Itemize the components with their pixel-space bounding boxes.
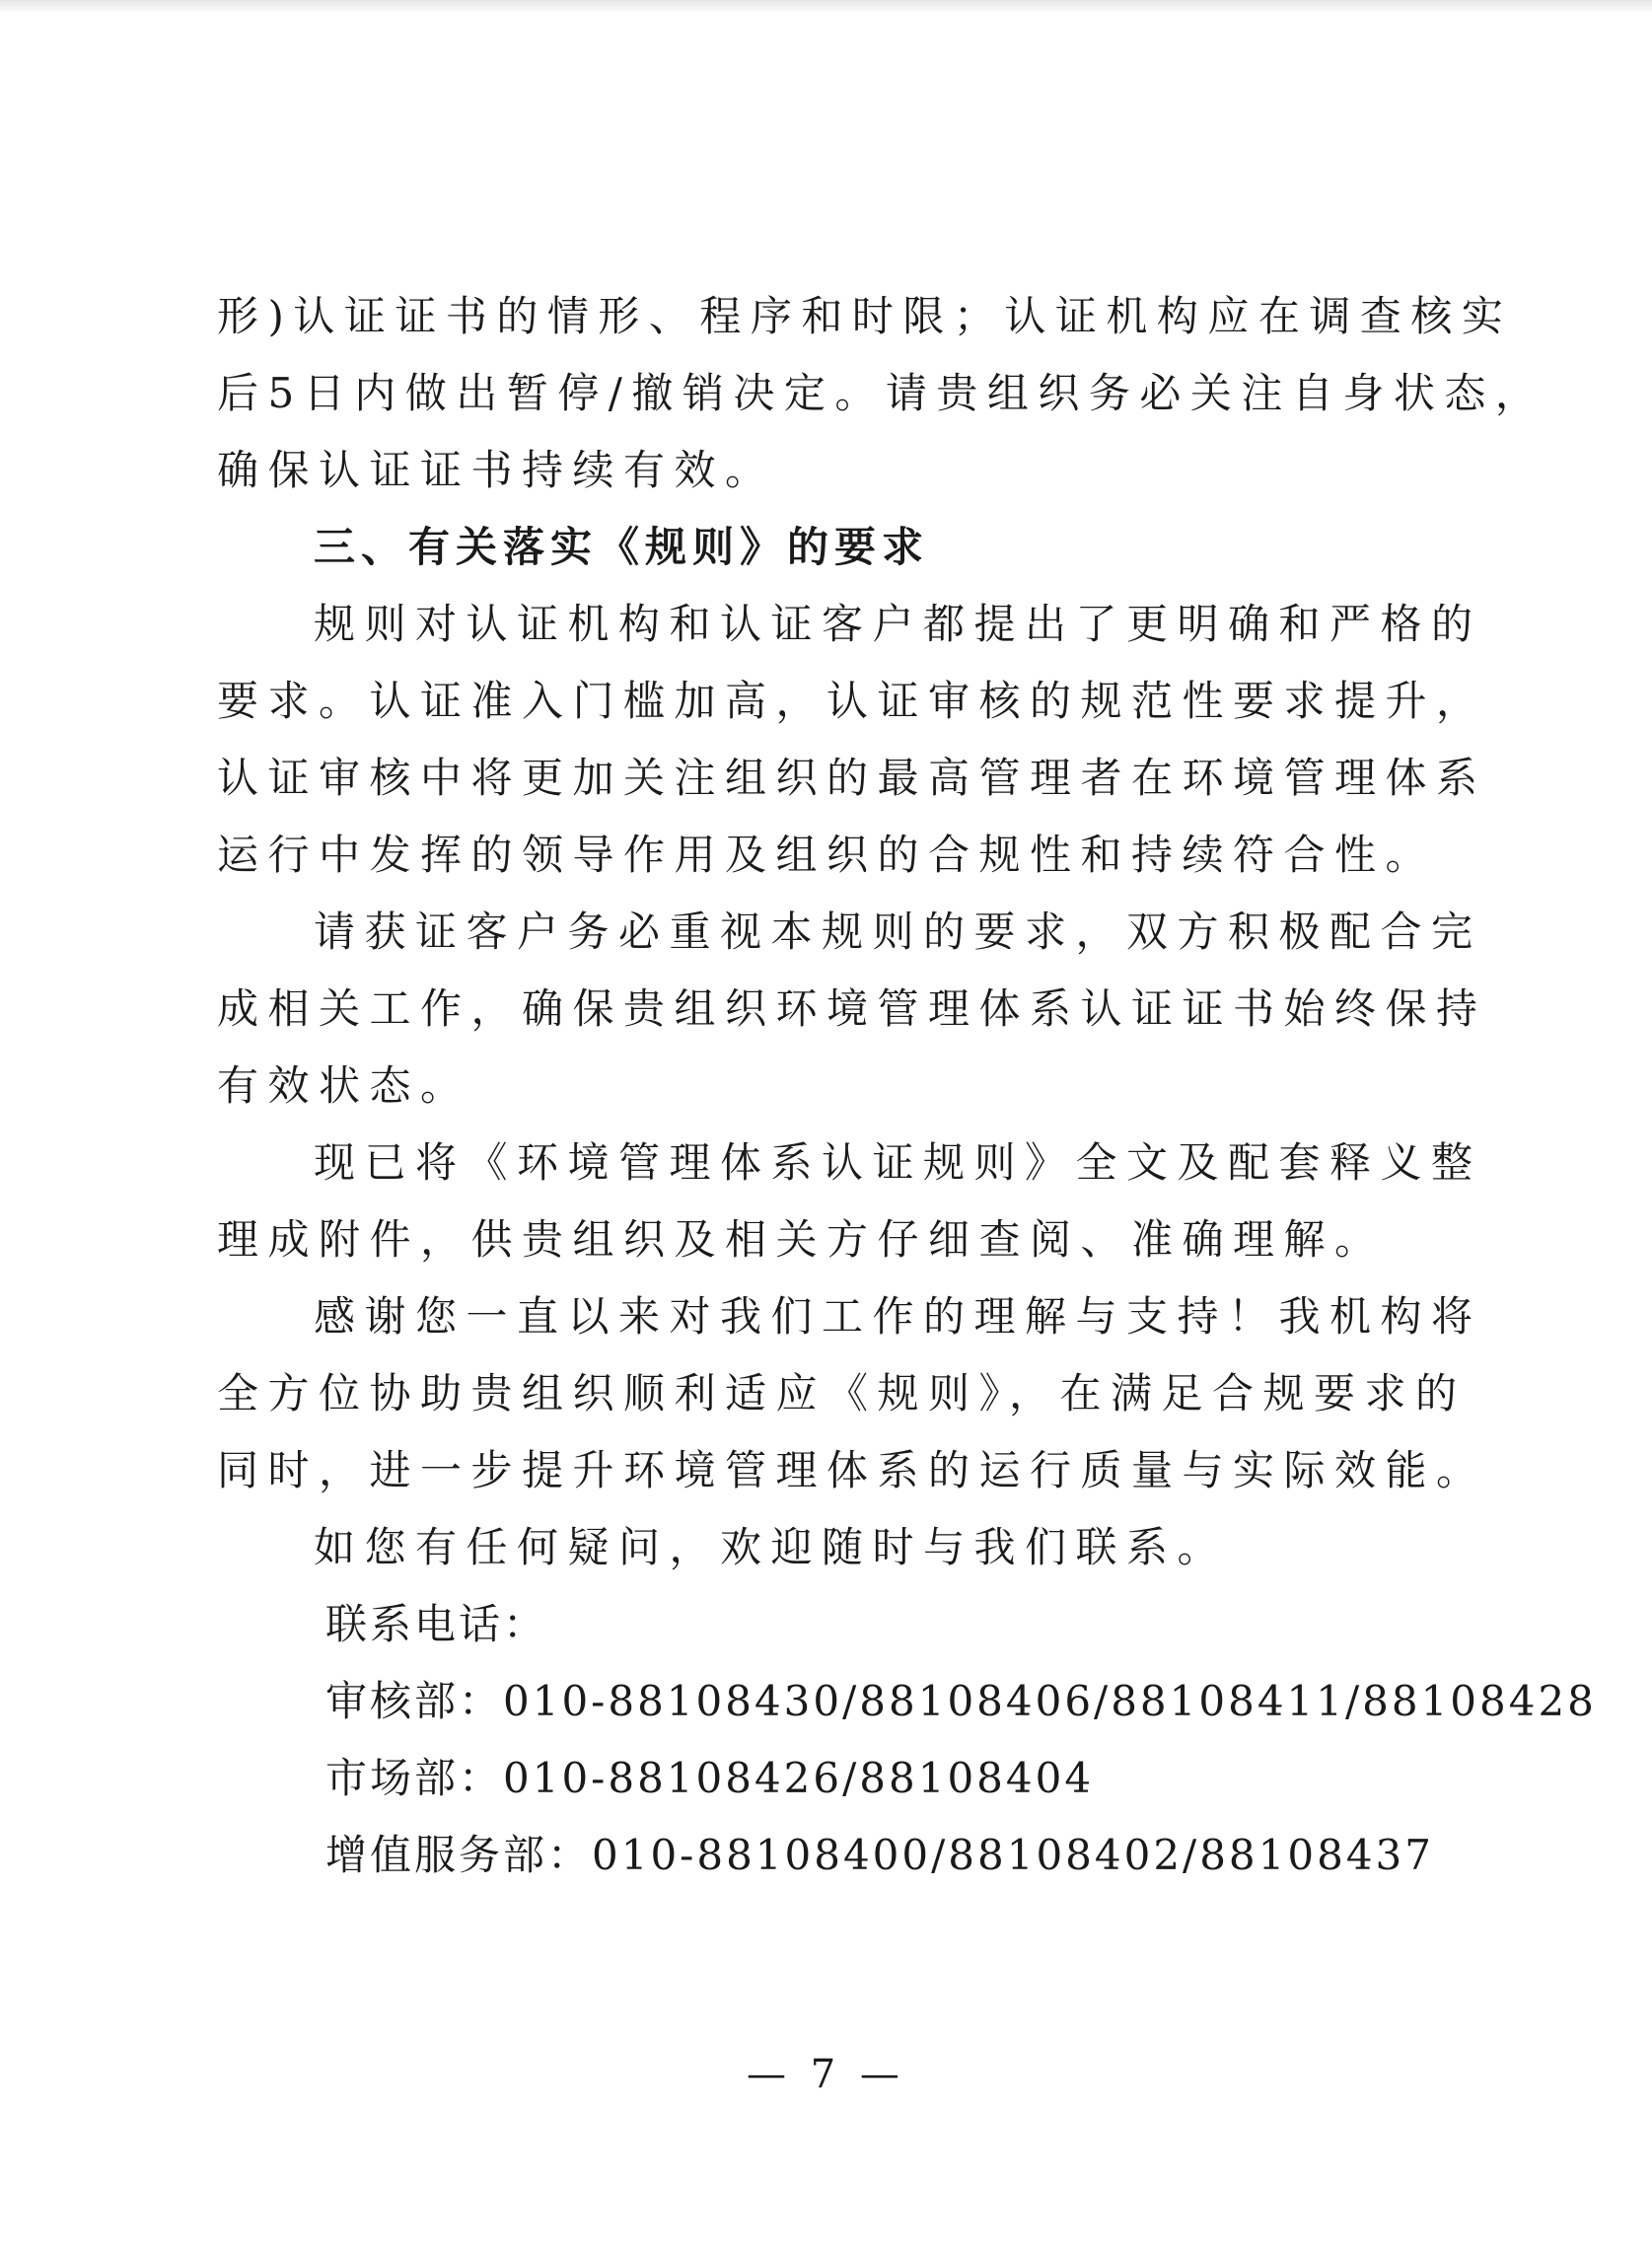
section-heading: 三、有关落实《规则》的要求 <box>314 523 930 571</box>
paragraph-line: 如您有任何疑问，欢迎随时与我们联系。 <box>314 1523 1229 1571</box>
scan-edge <box>0 0 1652 14</box>
paragraph-line: 成相关工作，确保贵组织环境管理体系认证证书始终保持 <box>217 984 1487 1033</box>
paragraph-line: 运行中发挥的领导作用及组织的合规性和持续符合性。 <box>217 831 1437 879</box>
paragraph-line: 全方位协助贵组织顺利适应《规则》，在满足合规要求的 <box>217 1369 1467 1417</box>
paragraph-line: 确保认证证书持续有效。 <box>217 446 776 494</box>
paragraph-line: 规则对认证机构和认证客户都提出了更明确和严格的 <box>314 600 1482 648</box>
paragraph-line: 要求。认证准入门槛加高，认证审核的规范性要求提升， <box>217 677 1487 725</box>
paragraph-line: 请获证客户务必重视本规则的要求，双方积极配合完 <box>314 908 1482 956</box>
paragraph-line: 同时，进一步提升环境管理体系的运行质量与实际效能。 <box>217 1446 1487 1494</box>
paragraph-line: 感谢您一直以来对我们工作的理解与支持！我机构将 <box>314 1292 1482 1341</box>
paragraph-line: 后5日内做出暂停/撤销决定。请贵组织务必关注自身状态， <box>217 369 1546 417</box>
body-text <box>217 278 1597 1894</box>
paragraph-line: 认证审核中将更加关注组织的最高管理者在环境管理体系 <box>217 754 1487 802</box>
paragraph-line: 理成附件，供贵组织及相关方仔细查阅、准确理解。 <box>217 1215 1386 1264</box>
contact-audit-dept: 审核部：010-88108430/88108406/88108411/88108428 <box>325 1677 1597 1725</box>
paragraph-line: 现已将《环境管理体系认证规则》全文及配套释义整 <box>314 1138 1482 1187</box>
paragraph-line: 有效状态。 <box>217 1061 471 1110</box>
contact-title: 联系电话： <box>325 1600 548 1648</box>
contact-value-added-dept: 增值服务部：010-88108400/88108402/88108437 <box>325 1831 1434 1879</box>
page-number: — 7 — <box>747 2052 905 2097</box>
paragraph-line: 形)认证证书的情形、程序和时限；认证机构应在调查核实 <box>217 292 1513 340</box>
contact-market-dept: 市场部：010-88108426/88108404 <box>325 1754 1095 1802</box>
